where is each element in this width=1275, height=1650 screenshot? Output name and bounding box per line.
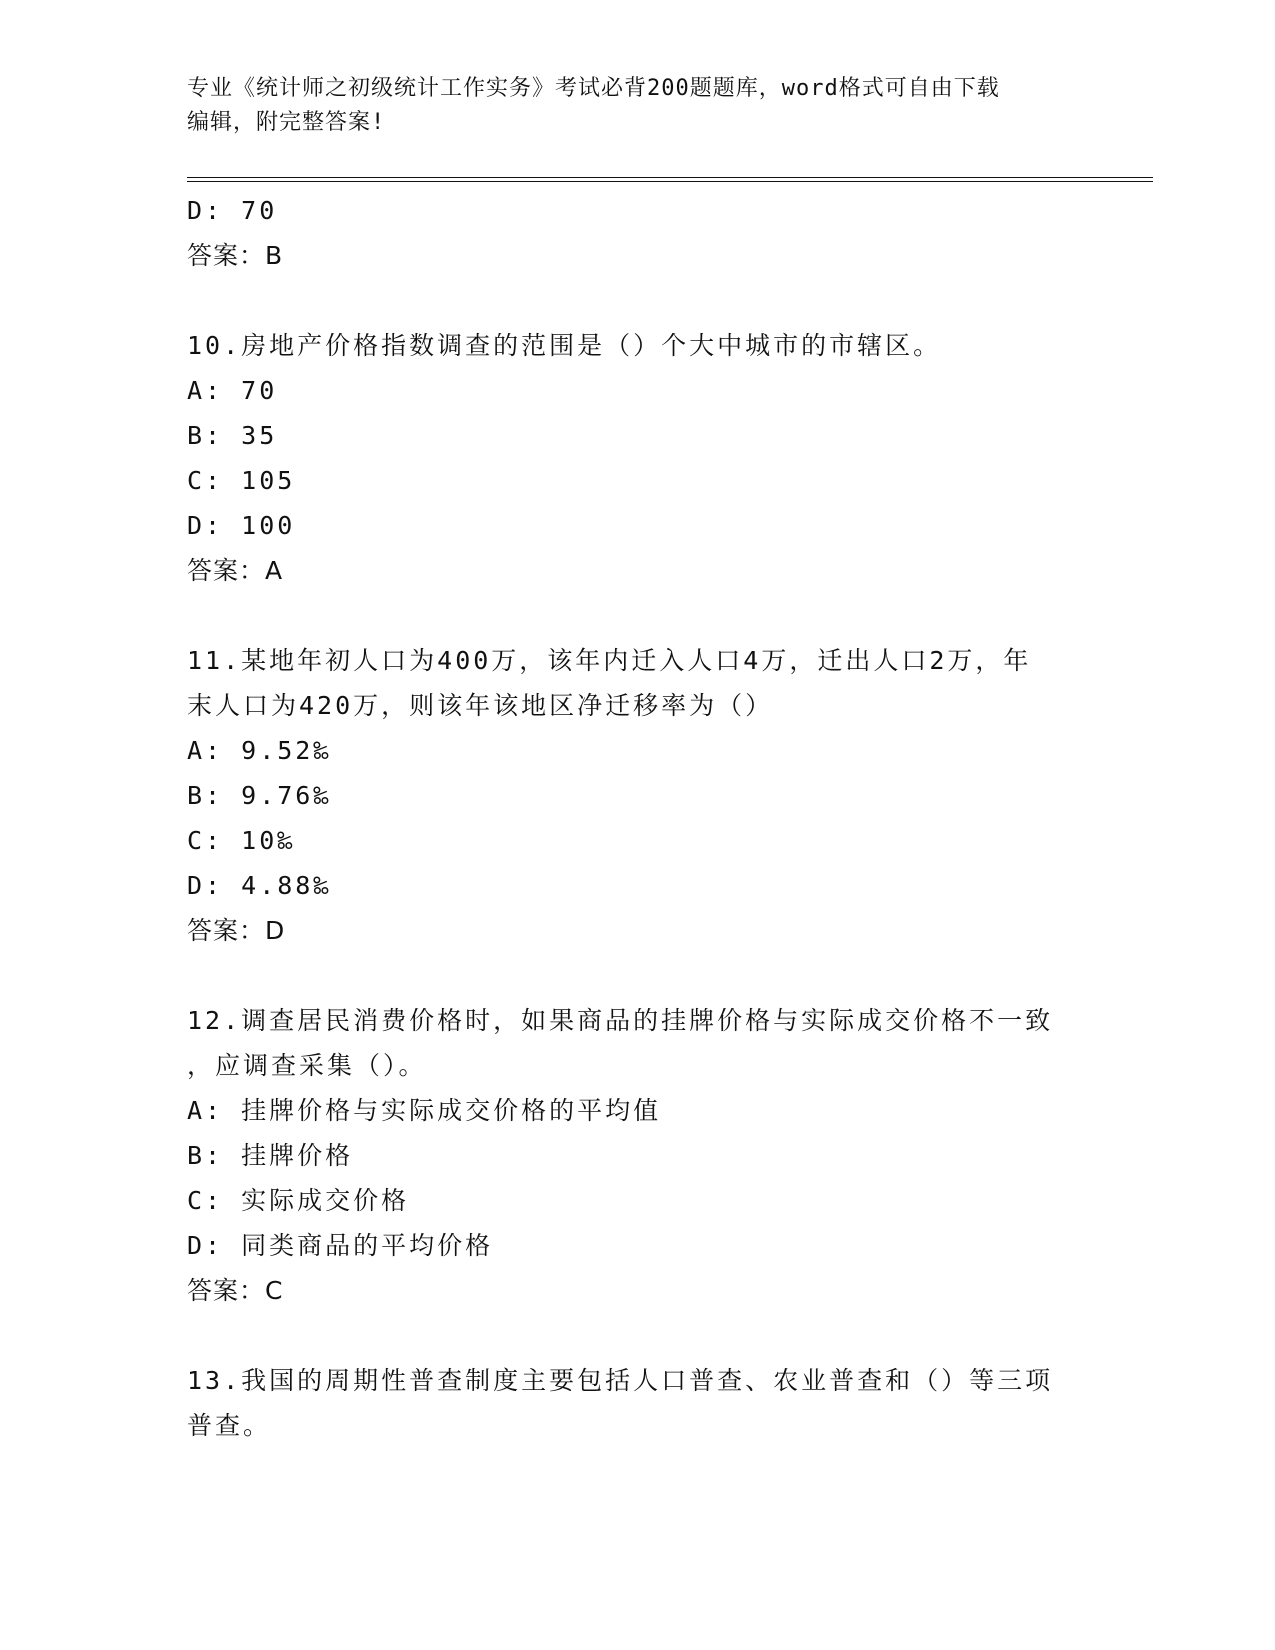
question-12-option-c: C: 实际成交价格 [187,1186,410,1215]
question-10-option-b: B: 35 [187,421,278,450]
question-13-line-1: 13.我国的周期性普查制度主要包括人口普查、农业普查和（）等三项 [187,1366,1054,1395]
header-divider-top [187,177,1153,178]
question-11-option-b: B: 9.76‰ [187,781,332,810]
spacer [187,1313,1087,1358]
question-12-option-d: D: 同类商品的平均价格 [187,1231,494,1260]
question-13-text [187,1358,1067,1448]
question-11-answer: 答案：D [187,916,286,945]
document-body [187,188,1087,1448]
question-10-option-c: C: 105 [187,466,296,495]
question-11-option-c: C: 10‰ [187,826,296,855]
prev-option-d: D: 70 [187,196,278,225]
question-10-answer: 答案：A [187,556,284,585]
spacer [187,593,1087,638]
question-12-line-2: ，应调查采集（）。 [187,1051,427,1080]
question-10-option-a: A: 70 [187,376,278,405]
question-12-option-b: B: 挂牌价格 [187,1141,354,1170]
question-12-option-a: A: 挂牌价格与实际成交价格的平均值 [187,1096,662,1125]
question-12-text [187,998,1067,1088]
question-10-option-d: D: 100 [187,511,296,540]
header-line-2: 编辑，附完整答案! [187,110,386,135]
question-11-option-d: D: 4.88‰ [187,871,332,900]
header-divider-bottom [187,181,1153,182]
question-10-line-1: 10.房地产价格指数调查的范围是（）个大中城市的市辖区。 [187,331,942,360]
question-13-line-2: 普查。 [187,1411,272,1440]
question-11-text [187,638,1067,728]
spacer [187,278,1087,323]
header-line-1: 专业《统计师之初级统计工作实务》考试必背200题题库，word格式可自由下载 [187,76,1000,101]
document-header [187,72,1067,140]
question-11-line-1: 11.某地年初人口为400万，该年内迁入人口4万，迁出人口2万，年 [187,646,1032,675]
question-11-option-a: A: 9.52‰ [187,736,332,765]
question-11-line-2: 末人口为420万，则该年该地区净迁移率为（） [187,691,774,720]
prev-answer: 答案：B [187,241,284,270]
question-12-answer: 答案：C [187,1276,284,1305]
spacer [187,953,1087,998]
question-10-text [187,323,1067,368]
question-12-line-1: 12.调查居民消费价格时，如果商品的挂牌价格与实际成交价格不一致 [187,1006,1054,1035]
